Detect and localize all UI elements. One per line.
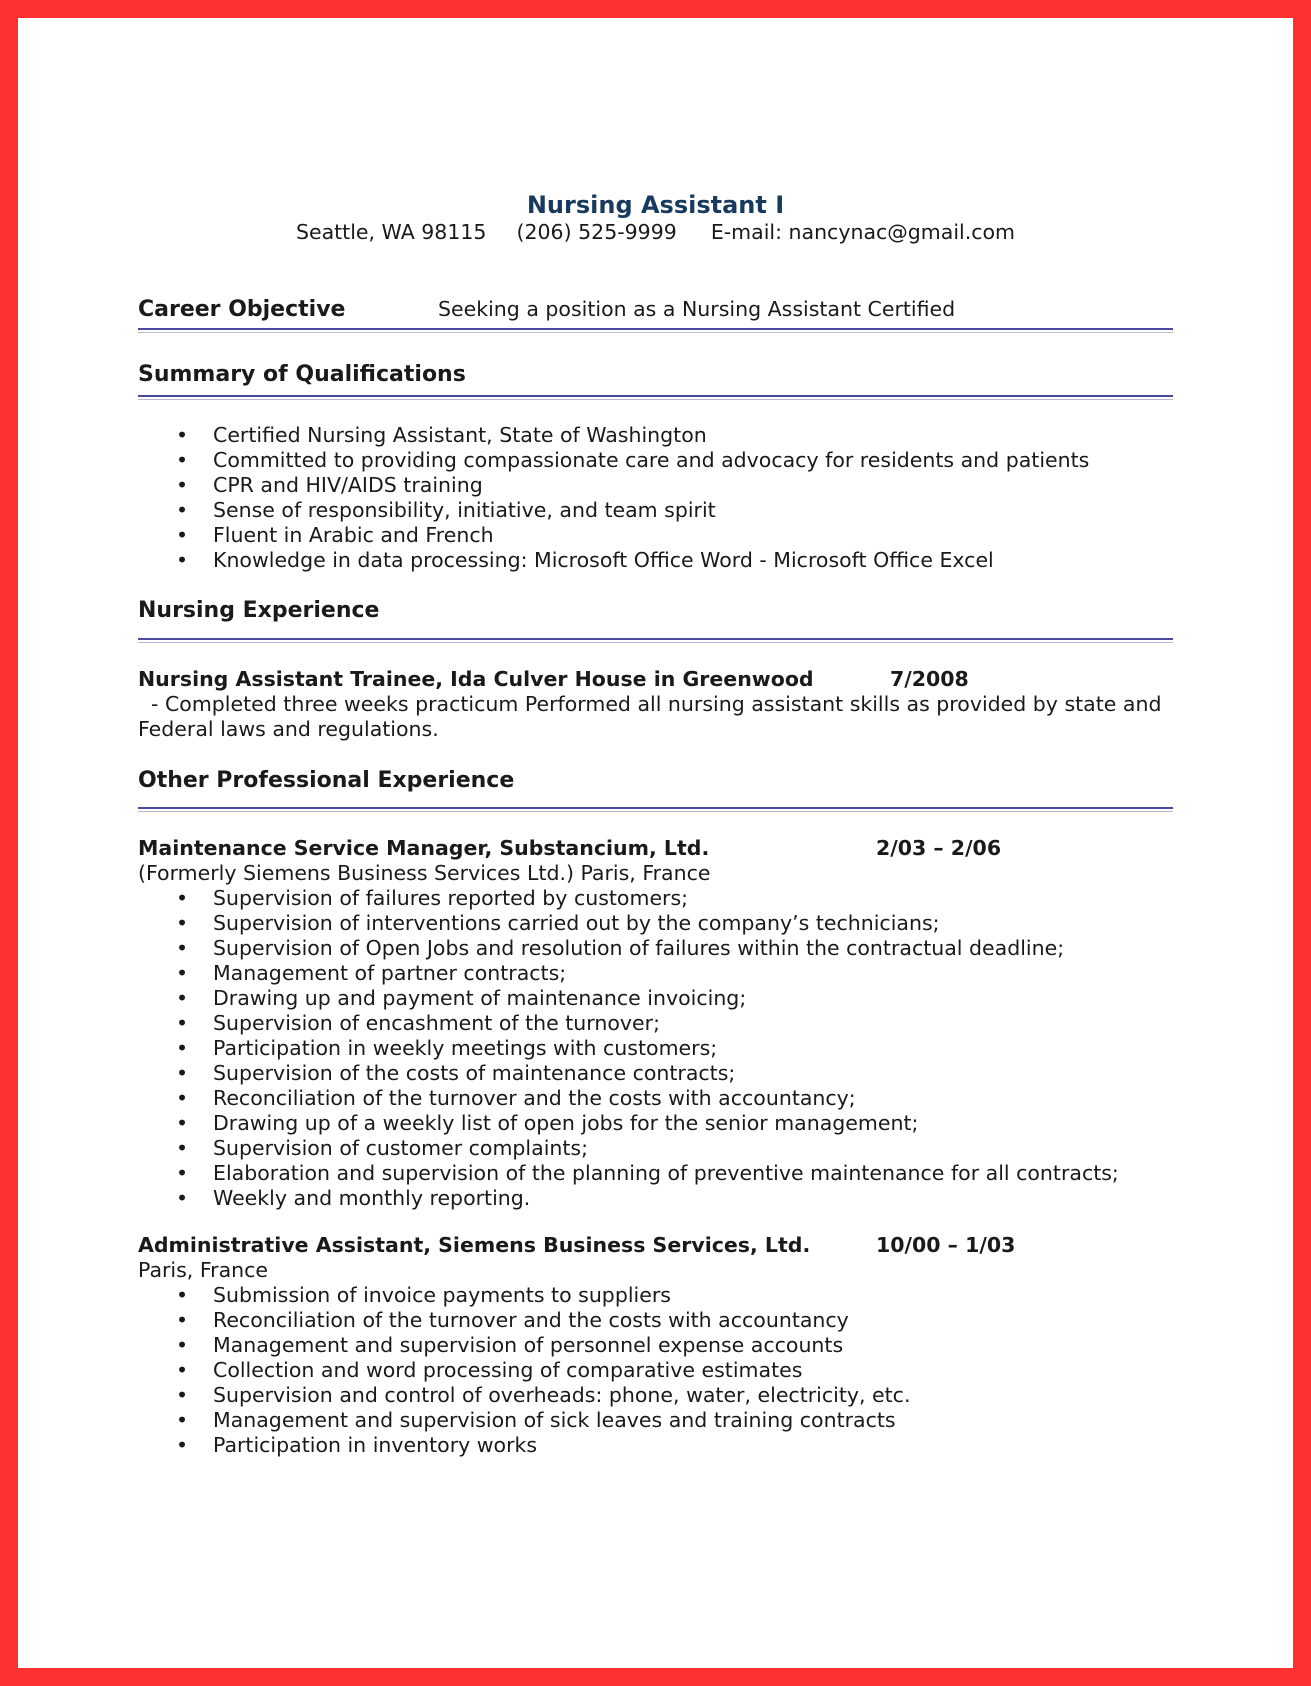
list-item: • Supervision of the costs of maintenance contracts; <box>138 1061 1173 1086</box>
job-date: 7/2008 <box>890 667 969 691</box>
career-objective-heading: Career Objective <box>138 297 346 322</box>
resume-document <box>138 190 1173 1458</box>
list-item: • Management of partner contracts; <box>138 961 1173 986</box>
nursing-job-header <box>138 667 1173 692</box>
career-objective-text: Seeking a position as a Nursing Assistant Certified <box>438 297 956 321</box>
job-duties-list <box>138 1283 1173 1458</box>
contact-phone: (206) 525-9999 <box>516 220 677 244</box>
job-title: Maintenance Service Manager, Substancium, Ltd. <box>138 836 710 860</box>
list-item: • Elaboration and supervision of the planning of preventive maintenance for all contracts; <box>138 1161 1173 1186</box>
list-item: • Participation in weekly meetings with customers; <box>138 1036 1173 1061</box>
summary-list <box>138 423 1173 573</box>
contact-line <box>138 220 1173 245</box>
list-item: • Supervision of customer complaints; <box>138 1136 1173 1161</box>
list-item: • Weekly and monthly reporting. <box>138 1186 1173 1211</box>
contact-email: E-mail: nancynac@gmail.com <box>710 220 1016 244</box>
list-item: • CPR and HIV/AIDS training <box>138 473 1173 498</box>
list-item: • Reconciliation of the turnover and the costs with accountancy; <box>138 1086 1173 1111</box>
section-divider <box>138 395 1173 400</box>
list-item: • Supervision of Open Jobs and resolution of failures within the contractual deadline; <box>138 936 1173 961</box>
section-divider <box>138 807 1173 812</box>
job-title: Nursing Assistant Trainee, Ida Culver House in Greenwood <box>138 667 814 691</box>
nursing-experience-heading: Nursing Experience <box>138 598 380 623</box>
list-item: • Submission of invoice payments to suppliers <box>138 1283 1173 1308</box>
list-item: • Management and supervision of personnel expense accounts <box>138 1333 1173 1358</box>
list-item: • Management and supervision of sick leaves and training contracts <box>138 1408 1173 1433</box>
job-date: 2/03 – 2/06 <box>876 836 1002 860</box>
section-divider <box>138 328 1173 333</box>
job-location: (Formerly Siemens Business Services Ltd.) Paris, France <box>138 861 711 885</box>
contact-location: Seattle, WA 98115 <box>295 220 487 244</box>
list-item: • Collection and word processing of comparative estimates <box>138 1358 1173 1383</box>
list-item: • Reconciliation of the turnover and the costs with accountancy <box>138 1308 1173 1333</box>
section-divider <box>138 638 1173 643</box>
list-item: • Drawing up and payment of maintenance invoicing; <box>138 986 1173 1011</box>
list-item: • Supervision and control of overheads: phone, water, electricity, etc. <box>138 1383 1173 1408</box>
job-location: Paris, France <box>138 1258 269 1282</box>
list-item: • Certified Nursing Assistant, State of Washington <box>138 423 1173 448</box>
nursing-job-description: - Completed three weeks practicum Performed all nursing assistant skills as provided by state and Federal laws and regulations. <box>138 692 1169 741</box>
list-item: • Committed to providing compassionate care and advocacy for residents and patients <box>138 448 1173 473</box>
list-item: • Sense of responsibility, initiative, and team spirit <box>138 498 1173 523</box>
other-experience-heading: Other Professional Experience <box>138 768 515 793</box>
summary-heading: Summary of Qualifications <box>138 362 466 387</box>
job-header <box>138 1233 1173 1258</box>
list-item: • Fluent in Arabic and French <box>138 523 1173 548</box>
job-duties-list <box>138 886 1173 1211</box>
list-item: • Supervision of interventions carried out by the company’s technicians; <box>138 911 1173 936</box>
job-date: 10/00 – 1/03 <box>876 1233 1016 1257</box>
list-item: • Drawing up of a weekly list of open jobs for the senior management; <box>138 1111 1173 1136</box>
list-item: • Knowledge in data processing: Microsoft Office Word - Microsoft Office Excel <box>138 548 1173 573</box>
job-header <box>138 836 1173 861</box>
list-item: • Supervision of encashment of the turnover; <box>138 1011 1173 1036</box>
job-title: Administrative Assistant, Siemens Business Services, Ltd. <box>138 1233 811 1257</box>
list-item: • Participation in inventory works <box>138 1433 1173 1458</box>
resume-title: Nursing Assistant I <box>526 191 785 219</box>
list-item: • Supervision of failures reported by customers; <box>138 886 1173 911</box>
career-objective-row <box>138 297 1173 322</box>
